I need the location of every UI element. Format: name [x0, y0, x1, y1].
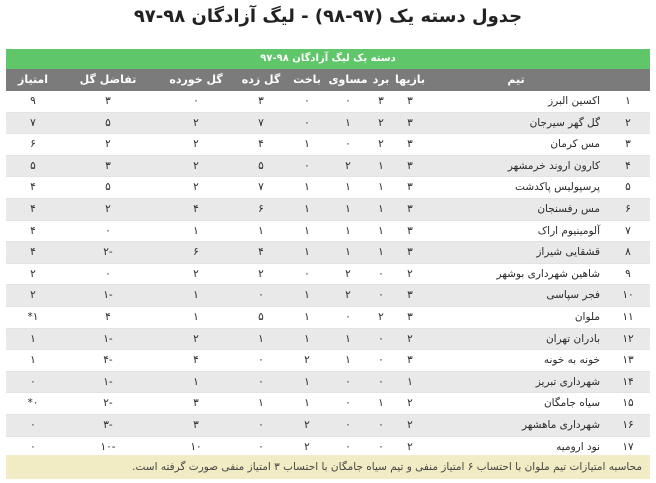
cell-won: ۰	[378, 267, 384, 280]
cell-won: ۰	[378, 289, 384, 302]
cell-rank: ۱۵	[622, 397, 634, 410]
cell-points: ۰	[30, 440, 36, 453]
cell-played: ۱	[407, 375, 413, 388]
cell-lost: ۱	[304, 310, 310, 323]
cell-lost: ۰	[304, 95, 310, 107]
cell-drawn: ۲	[345, 289, 351, 302]
cell-team: آلومینیوم اراک	[537, 224, 600, 237]
cell-rank: ۴	[625, 159, 631, 172]
cell-points: ۲	[30, 289, 36, 302]
cell-goals-against: ۲	[193, 138, 199, 151]
cell-rank: ۱۱	[622, 310, 634, 323]
cell-rank: ۳	[625, 138, 631, 151]
cell-goals-for: ۵	[258, 159, 264, 172]
header-goal-difference: تفاضل گل	[79, 73, 137, 86]
cell-goals-for: ۷	[258, 116, 264, 129]
cell-played: ۳	[407, 159, 413, 172]
cell-goal-difference: -۱	[103, 332, 113, 345]
table-header-row	[6, 69, 650, 91]
cell-goals-for: ۱	[258, 332, 264, 345]
table-row	[6, 285, 650, 307]
table-row	[6, 221, 650, 243]
cell-rank: ۲	[625, 116, 631, 129]
cell-goals-for: ۴	[258, 138, 264, 151]
header-goals-for: گل زده	[241, 73, 281, 86]
table-row	[6, 91, 650, 113]
header-played: بازیها	[394, 73, 426, 86]
cell-goals-against: ۴	[193, 354, 199, 367]
cell-goal-difference: ۳	[105, 95, 111, 107]
cell-goals-against: ۲	[193, 159, 199, 172]
cell-goals-against: ۱	[193, 224, 199, 237]
cell-drawn: ۱	[345, 116, 351, 129]
cell-drawn: ۰	[345, 397, 351, 410]
cell-drawn: ۰	[345, 375, 351, 388]
cell-won: ۱	[378, 246, 384, 259]
table-banner: دسته یک لیگ آزادگان ۹۸-۹۷	[6, 49, 650, 69]
cell-goals-against: ۳	[193, 418, 199, 431]
cell-lost: ۲	[304, 440, 310, 453]
cell-played: ۳	[407, 95, 413, 107]
cell-lost: ۱	[304, 246, 310, 259]
page-title: جدول دسته یک (۹۷-۹۸) - لیگ آزادگان ۹۸-۹۷	[133, 6, 523, 27]
cell-drawn: ۰	[345, 440, 351, 453]
table-row	[6, 242, 650, 264]
table-row	[6, 329, 650, 351]
cell-won: ۱	[378, 159, 384, 172]
cell-goal-difference: ۰	[105, 267, 111, 280]
cell-goal-difference: -۲	[103, 246, 113, 259]
cell-goal-difference: ۰	[105, 224, 111, 237]
cell-drawn: ۰	[345, 138, 351, 151]
cell-drawn: ۱	[345, 332, 351, 345]
cell-points: ۵	[30, 159, 36, 172]
cell-played: ۳	[407, 246, 413, 259]
cell-lost: ۱	[304, 181, 310, 194]
cell-played: ۲	[407, 440, 413, 453]
cell-team: شهرداری تبریز	[535, 375, 600, 388]
cell-goal-difference: -۱	[103, 375, 113, 388]
cell-goals-for: ۰	[258, 289, 264, 302]
cell-team: شاهین شهرداری بوشهر	[496, 267, 600, 280]
cell-goals-against: ۲	[193, 116, 199, 129]
cell-won: ۳	[378, 95, 384, 107]
cell-goals-against: ۳	[193, 397, 199, 410]
cell-points: ۱*	[27, 310, 39, 323]
cell-goals-against: ۴	[193, 202, 199, 215]
cell-drawn: ۱	[345, 181, 351, 194]
cell-lost: ۱	[304, 138, 310, 151]
table-row	[6, 134, 650, 156]
cell-drawn: ۱	[345, 246, 351, 259]
table-row	[6, 307, 650, 329]
cell-points: ۶	[30, 138, 36, 151]
cell-points: ۱	[30, 354, 36, 367]
cell-team: شهرداری ماهشهر	[521, 418, 600, 431]
cell-won: ۰	[378, 354, 384, 367]
cell-goals-against: ۶	[193, 246, 199, 259]
footnote: محاسبه امتیازات تیم ملوان با احتساب ۶ امتیاز منفی و تیم سیاه جامگان با احتساب ۳ امتیاز منفی صورت گرفته است.	[6, 455, 650, 479]
table-body	[6, 91, 650, 458]
cell-rank: ۶	[625, 202, 631, 215]
cell-goal-difference: -۲	[103, 397, 113, 410]
cell-team: فجر سپاسی	[546, 289, 600, 302]
cell-won: ۰	[378, 332, 384, 345]
cell-team: مس رفسنجان	[537, 202, 600, 215]
cell-lost: ۲	[304, 354, 310, 367]
cell-team: ملوان	[574, 310, 600, 323]
cell-goals-against: ۱	[193, 375, 199, 388]
cell-points: ۷	[30, 116, 36, 129]
cell-team: قشقایی شیراز	[536, 246, 600, 259]
cell-won: ۰	[378, 440, 384, 453]
table-row	[6, 177, 650, 199]
cell-drawn: ۱	[345, 224, 351, 237]
cell-team: پرسپولیس پاکدشت	[515, 181, 600, 194]
header-points: امتیاز	[17, 73, 49, 86]
cell-rank: ۱۰	[622, 289, 634, 302]
cell-played: ۳	[407, 138, 413, 151]
cell-drawn: ۱	[345, 202, 351, 215]
cell-drawn: ۲	[345, 267, 351, 280]
cell-goals-for: ۰	[258, 354, 264, 367]
cell-played: ۲	[407, 267, 413, 280]
cell-goal-difference: -۴	[103, 354, 113, 367]
cell-goal-difference: ۵	[105, 181, 111, 194]
cell-goals-for: ۴	[258, 246, 264, 259]
table-row	[6, 415, 650, 437]
cell-points: ۰*	[27, 397, 39, 410]
cell-lost: ۰	[304, 159, 310, 172]
cell-won: ۰	[378, 375, 384, 388]
cell-team: گل گهر سیرجان	[529, 116, 600, 129]
cell-goals-against: ۱	[193, 310, 199, 323]
cell-played: ۳	[407, 354, 413, 367]
cell-lost: ۱	[304, 202, 310, 215]
cell-goals-against: ۱	[193, 289, 199, 302]
cell-won: ۱	[378, 181, 384, 194]
table-row	[6, 264, 650, 286]
cell-rank: ۱۴	[622, 375, 634, 388]
cell-won: ۲	[378, 116, 384, 129]
cell-goals-for: ۳	[258, 95, 264, 107]
cell-goals-against: ۰	[193, 95, 199, 107]
cell-points: ۰	[30, 375, 36, 388]
cell-rank: ۱۳	[622, 354, 634, 367]
standings-table	[6, 49, 650, 458]
cell-goals-against: ۲	[193, 332, 199, 345]
cell-points: ۱	[30, 332, 36, 345]
cell-rank: ۷	[625, 224, 631, 237]
cell-points: ۴	[30, 181, 36, 194]
cell-points: ۴	[30, 224, 36, 237]
cell-won: ۱	[378, 202, 384, 215]
cell-rank: ۹	[625, 267, 631, 280]
header-rank	[606, 69, 650, 91]
cell-points: ۲	[30, 267, 36, 280]
cell-team: خونه به خونه	[543, 354, 600, 367]
cell-won: ۲	[378, 138, 384, 151]
cell-team: نود ارومیه	[556, 440, 600, 453]
cell-goals-for: ۰	[258, 440, 264, 453]
cell-goals-for: ۵	[258, 310, 264, 323]
cell-points: ۴	[30, 246, 36, 259]
cell-goals-against: ۲	[193, 181, 199, 194]
header-goals-against: گل خورده	[169, 73, 223, 86]
cell-drawn: ۰	[345, 310, 351, 323]
cell-goal-difference: ۲	[105, 138, 111, 151]
cell-played: ۳	[407, 310, 413, 323]
cell-points: ۹	[30, 95, 36, 107]
cell-won: ۱	[378, 224, 384, 237]
cell-played: ۳	[407, 289, 413, 302]
cell-played: ۲	[407, 397, 413, 410]
cell-lost: ۱	[304, 375, 310, 388]
cell-won: ۱	[378, 397, 384, 410]
cell-drawn: ۰	[345, 95, 351, 107]
cell-goal-difference: -۳	[103, 418, 113, 431]
cell-team: اکسین البرز	[548, 95, 600, 107]
cell-points: ۰	[30, 418, 36, 431]
cell-lost: ۱	[304, 397, 310, 410]
cell-lost: ۰	[304, 267, 310, 280]
cell-team: بادران تهران	[545, 332, 600, 345]
cell-goals-for: ۲	[258, 267, 264, 280]
cell-drawn: ۰	[345, 418, 351, 431]
cell-team: کارون اروند خرمشهر	[507, 159, 600, 172]
cell-rank: ۱۷	[622, 440, 634, 453]
cell-rank: ۱	[625, 95, 631, 107]
cell-rank: ۱۲	[622, 332, 634, 345]
cell-goal-difference: ۲	[105, 202, 111, 215]
cell-played: ۳	[407, 181, 413, 194]
cell-goals-for: ۱	[258, 224, 264, 237]
cell-goals-for: ۷	[258, 181, 264, 194]
header-drawn: مساوی	[328, 73, 368, 86]
header-team: تیم	[507, 73, 525, 86]
cell-lost: ۱	[304, 289, 310, 302]
cell-goals-for: ۶	[258, 202, 264, 215]
table-row	[6, 350, 650, 372]
cell-played: ۳	[407, 116, 413, 129]
cell-drawn: ۱	[345, 354, 351, 367]
cell-played: ۲	[407, 332, 413, 345]
cell-goal-difference: ۵	[105, 116, 111, 129]
table-row	[6, 372, 650, 394]
cell-lost: ۲	[304, 418, 310, 431]
cell-lost: ۱	[304, 224, 310, 237]
table-row	[6, 393, 650, 415]
cell-rank: ۸	[625, 246, 631, 259]
header-won: برد	[372, 73, 390, 86]
cell-goals-for: ۱	[258, 397, 264, 410]
cell-rank: ۵	[625, 181, 631, 194]
cell-goals-against: ۱۰	[190, 440, 202, 453]
cell-points: ۴	[30, 202, 36, 215]
cell-goals-for: ۰	[258, 418, 264, 431]
cell-goal-difference: -۱۰	[100, 440, 116, 453]
table-row	[6, 156, 650, 178]
cell-lost: ۰	[304, 116, 310, 129]
cell-played: ۲	[407, 418, 413, 431]
cell-goal-difference: ۴	[105, 310, 111, 323]
cell-drawn: ۲	[345, 159, 351, 172]
table-row	[6, 113, 650, 135]
cell-lost: ۱	[304, 332, 310, 345]
cell-goals-against: ۲	[193, 267, 199, 280]
table-row	[6, 199, 650, 221]
cell-team: مس کرمان	[550, 138, 600, 151]
cell-team: سیاه جامگان	[543, 397, 600, 410]
cell-played: ۳	[407, 224, 413, 237]
cell-rank: ۱۶	[622, 418, 634, 431]
cell-goals-for: ۰	[258, 375, 264, 388]
cell-goal-difference: -۱	[103, 289, 113, 302]
cell-played: ۳	[407, 202, 413, 215]
header-lost: باخت	[293, 73, 321, 86]
cell-goal-difference: ۳	[105, 159, 111, 172]
cell-won: ۲	[378, 310, 384, 323]
cell-won: ۰	[378, 418, 384, 431]
